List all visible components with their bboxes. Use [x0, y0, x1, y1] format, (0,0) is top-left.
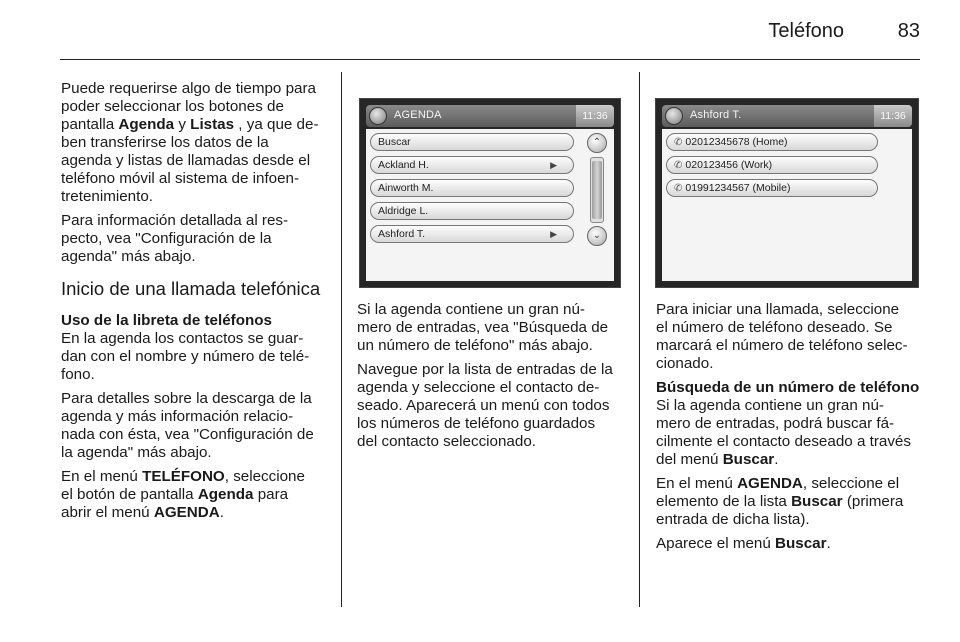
column-middle: [357, 301, 632, 457]
paragraph: Aparece el menú Buscar.: [656, 535, 831, 552]
list-item-buscar[interactable]: Buscar: [370, 133, 574, 151]
paragraph: En el menú AGENDA, seleccione el elemento de la lista Buscar (primera entrada de dicha lista).: [656, 475, 904, 528]
phone-number-mobile[interactable]: ✆ 01991234567 (Mobile): [666, 179, 878, 197]
column-right: [656, 301, 926, 559]
clock: 11:36: [576, 105, 614, 127]
scrollbar-thumb[interactable]: [592, 161, 602, 219]
screen-title-bar: [366, 105, 614, 127]
screen-title: Ashford T.: [690, 109, 742, 121]
screen-body: [662, 129, 912, 281]
paragraph: Navegue por la lista de entradas de la agenda y seleccione el contacto de- seado. Aparecerá un menú con todos los números de teléfono guardados del contacto seleccionado.: [357, 361, 613, 450]
paragraph: Puede requerirse algo de tiempo para poder seleccionar los botones de pantalla Agenda y Listas , ya que de- ben transferirse los datos de la agenda y listas de llamadas desde el teléfono móvil al sistema de infoen- tretenimiento.: [61, 80, 319, 205]
phone-handset-icon: ✆: [674, 137, 683, 148]
agenda-screenshot: [359, 98, 621, 288]
play-arrow-icon: ▶: [550, 229, 557, 239]
screen-body: [366, 129, 614, 281]
screen-title: AGENDA: [394, 109, 442, 121]
list-item-contact[interactable]: Ashford T. ▶: [370, 225, 574, 243]
page-number: 83: [897, 20, 920, 42]
paragraph: En el menú TELÉFONO, seleccione el botón de pantalla Agenda para abrir el menú AGENDA.: [61, 468, 305, 521]
list-item-contact[interactable]: Aldridge L.: [370, 202, 574, 220]
brand-logo-icon: [665, 107, 683, 125]
list-item-contact[interactable]: Ackland H. ▶: [370, 156, 574, 174]
contact-numbers-screenshot: [655, 98, 919, 288]
column-divider: [341, 72, 342, 607]
scroll-down-button[interactable]: ⌄: [587, 226, 607, 246]
clock: 11:36: [874, 105, 912, 127]
paragraph: Para información detallada al res- pecto, vea "Configuración de la agenda" más abajo.: [61, 212, 289, 265]
paragraph: Si la agenda contiene un gran nú- mero de entradas, podrá buscar fá- cilmente el contacto deseado a través del menú Buscar.: [656, 397, 911, 468]
page-title: Teléfono: [768, 20, 844, 42]
paragraph: Para detalles sobre la descarga de la agenda y más información relacio- nada con ésta, vea "Configuración de la agenda" más abajo.: [61, 390, 314, 461]
paragraph: En la agenda los contactos se guar- dan con el nombre y número de telé- fono.: [61, 330, 310, 383]
column-left: [61, 80, 333, 528]
column-divider: [639, 72, 640, 607]
paragraph: Para iniciar una llamada, seleccione el número de teléfono deseado. Se marcará el número de teléfono selec- cionado.: [656, 301, 908, 372]
scroll-up-button[interactable]: ⌃: [587, 133, 607, 153]
list-item-contact[interactable]: Ainworth M.: [370, 179, 574, 197]
section-heading: Inicio de una llamada telefónica: [61, 278, 321, 299]
phone-number-home[interactable]: ✆ 02012345678 (Home): [666, 133, 878, 151]
phone-handset-icon: ✆: [674, 183, 683, 194]
scrollbar-track[interactable]: [590, 157, 604, 223]
brand-logo-icon: [369, 107, 387, 125]
phone-number-work[interactable]: ✆ 020123456 (Work): [666, 156, 878, 174]
screen-title-bar: [662, 105, 912, 127]
phone-handset-icon: ✆: [674, 160, 683, 171]
subsection-heading: Uso de la libreta de teléfonos: [61, 312, 272, 329]
play-arrow-icon: ▶: [550, 160, 557, 170]
page-header: [60, 18, 920, 60]
paragraph: Si la agenda contiene un gran nú- mero de entradas, vea "Búsqueda de un número de teléfono" más abajo.: [357, 301, 609, 354]
subsection-heading: Búsqueda de un número de teléfono: [656, 379, 920, 396]
